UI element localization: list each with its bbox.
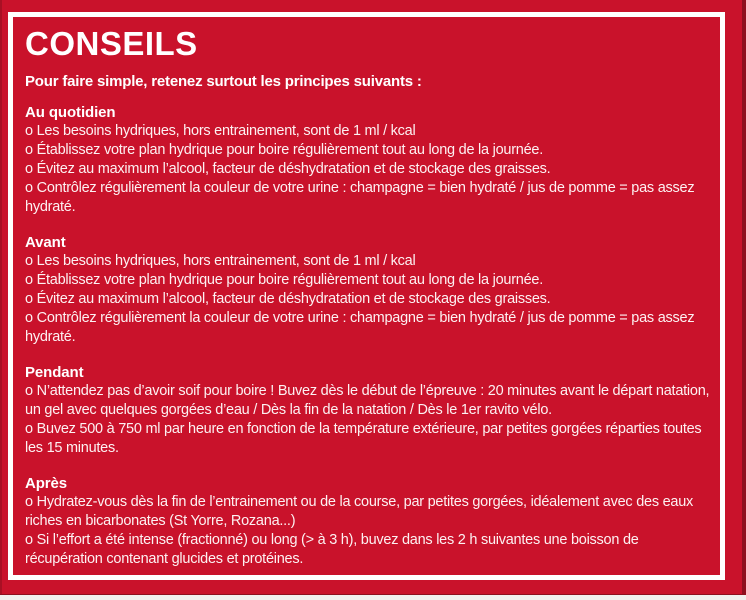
- section-apres: [25, 458, 712, 569]
- bullet-item: o Les besoins hydriques, hors entrainement, sont de 1 ml / kcal: [25, 253, 416, 269]
- bullet-item: o Contrôlez régulièrement la couleur de votre urine : champagne = bien hydraté / jus de pomme = pas assez hydraté.: [25, 180, 695, 215]
- bullet-item: o Contrôlez régulièrement la couleur de votre urine : champagne = bien hydraté / jus de pomme = pas assez hydraté.: [25, 310, 695, 345]
- bullet-item: o Les besoins hydriques, hors entrainement, sont de 1 ml / kcal: [25, 123, 416, 139]
- bullet-item: o Hydratez-vous dès la fin de l’entrainement ou de la course, par petites gorgées, idéalement avec des eaux riches en bicarbonates (St Yorre, Rozana...): [25, 494, 694, 529]
- section-pendant: [25, 347, 712, 458]
- section-heading-pendant: Pendant: [25, 364, 84, 381]
- bullet-item: o N’attendez pas d’avoir soif pour boire ! Buvez dès le début de l’épreuve : 20 minutes avant le départ natation, un gel avec quelques gorgées d’eau / Dès la fin de la natation / Dès le 1er ravito vélo.: [25, 383, 710, 418]
- section-heading-au-quotidien: Au quotidien: [25, 104, 116, 121]
- white-frame-border: [8, 12, 725, 580]
- section-heading-avant: Avant: [25, 234, 66, 251]
- section-avant: [25, 217, 712, 347]
- bullet-item: o Établissez votre plan hydrique pour boire régulièrement tout au long de la journée.: [25, 272, 544, 288]
- bullet-item: o Si l’effort a été intense (fractionné) ou long (> à 3 h), buvez dans les 2 h suivantes une boisson de récupération contenant glucides et protéines.: [25, 532, 639, 567]
- section-au-quotidien: [25, 91, 712, 217]
- bullet-item: o Évitez au maximum l’alcool, facteur de déshydratation et de stockage des graisses.: [25, 291, 551, 307]
- bullet-item: o Buvez 500 à 750 ml par heure en fonction de la température extérieure, par petites gorgées réparties toutes les 15 minutes.: [25, 421, 702, 456]
- card-content: [25, 26, 712, 569]
- intro-text: Pour faire simple, retenez surtout les principes suivants :: [25, 73, 422, 90]
- page-title: CONSEILS: [25, 25, 198, 62]
- bullet-item: o Évitez au maximum l’alcool, facteur de déshydratation et de stockage des graisses.: [25, 161, 551, 177]
- bullet-item: o Établissez votre plan hydrique pour boire régulièrement tout au long de la journée.: [25, 142, 544, 158]
- section-heading-apres: Après: [25, 475, 68, 492]
